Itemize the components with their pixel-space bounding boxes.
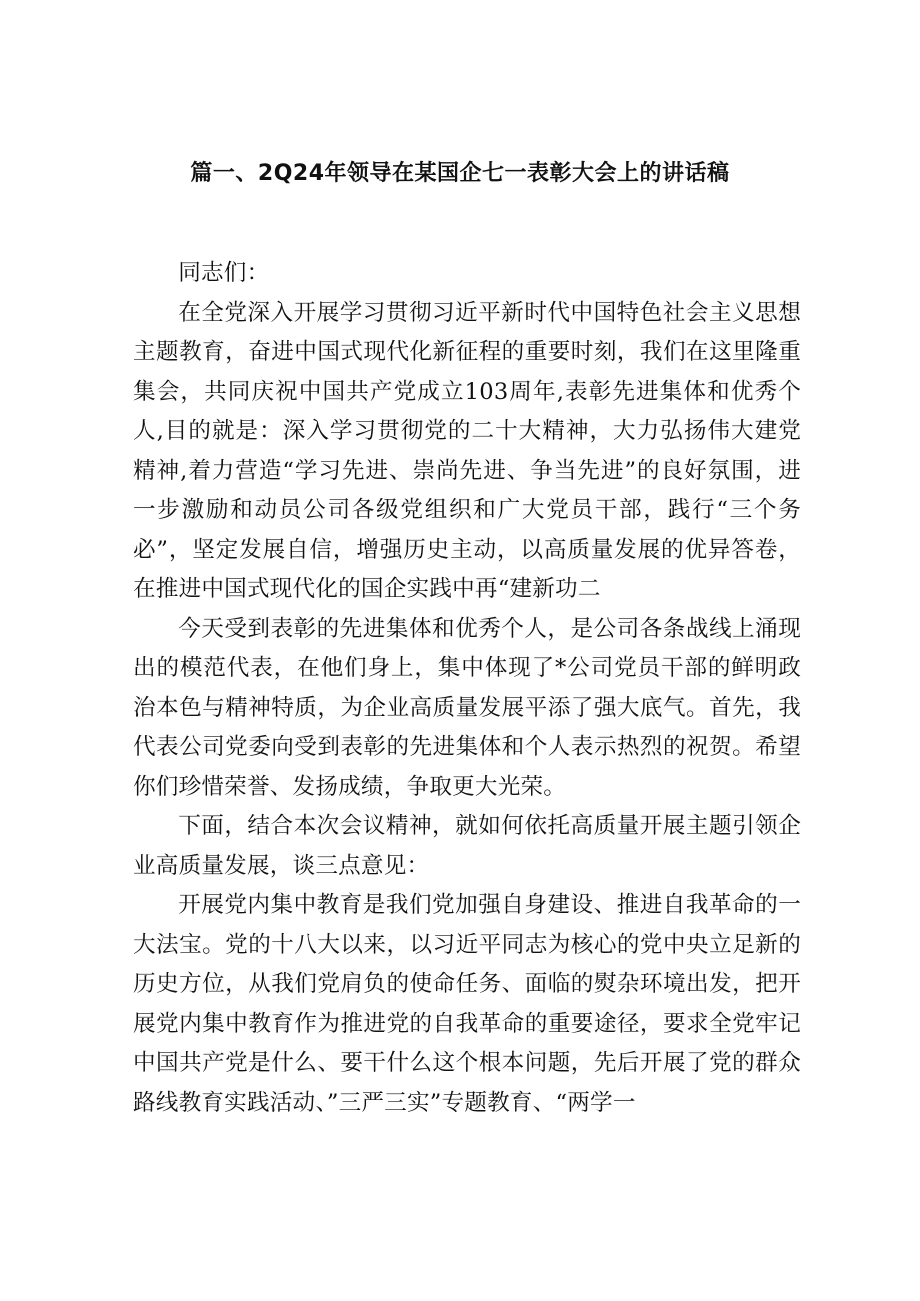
salutation: 同志们：: [178, 260, 270, 286]
paragraph-1: 在全党深入开展学习贯彻习近平新时代中国特色社会主义思想主题教育，奋进中国式现代化新征程的重要时刻，我们在这里隆重集会，共同庆祝中国共产党成立103周年,表彰先进集体和优秀个人,目的就是：深入学习贯彻党的二十大精神，大力弘扬伟大建党精神,着力营造“学习先进、崇尚先进、争当先进”的良好氛围，进一步激励和动员公司各级党组织和广大党员干部，践行“三个务必”，坚定发展自信，增强历史主动，以高质量发展的优异答卷，在推进中国式现代化的国企实践中再“建新功二: [133, 299, 801, 602]
document-body: [133, 254, 801, 1123]
paragraph-3: 下面，结合本次会议精神，就如何依托高质量开展主题引领企业高质量发展，谈三点意见：: [133, 813, 801, 879]
paragraph-2: 今天受到表彰的先进集体和优秀个人，是公司各条战线上涌现出的模范代表，在他们身上，集中体现了*公司党员干部的鲜明政治本色与精神特质，为企业高质量发展平添了强大底气。首先，我代表公司党委向受到表彰的先进集体和个人表示热烈的祝贺。希望你们珍惜荣誉、发扬成绩，争取更大光荣。: [133, 615, 801, 800]
paragraph-4: 开展党内集中教育是我们党加强自身建设、推进自我革命的一大法宝。党的十八大以来，以习近平同志为核心的党中央立足新的历史方位，从我们党肩负的使命任务、面临的熨杂环境出发，把开展党内集中教育作为推进党的自我革命的重要途径，要求全党牢记中国共产党是什么、要干什么这个根本问题，先后开展了党的群众路线教育实践活动、”三严三实”专题教育、“两学一: [133, 892, 801, 1116]
document-title: 篇一、2Q24年领导在某国企七一表彰大会上的讲话稿: [190, 161, 730, 186]
